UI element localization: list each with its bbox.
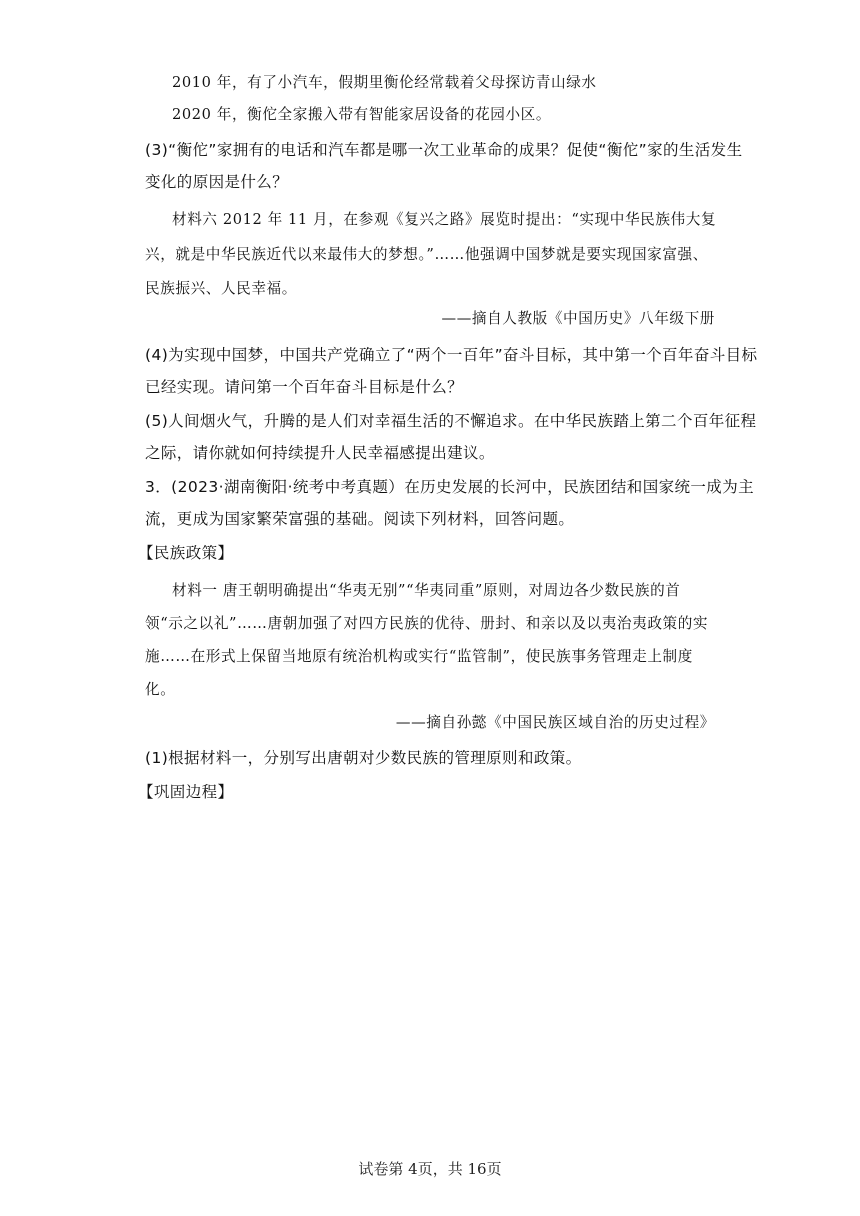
question-4-line-2: 已经实现。请问第一个百年奋斗目标是什么？ [145,378,464,396]
material-1-line-4: 化。 [145,681,176,698]
page-footer: 试卷第 4页，共 16页 [358,1160,502,1178]
material-5-line-2020: 2020 年，衡佗全家搬入带有智能家居设备的花园小区。 [172,106,552,123]
material-1-line-1: 材料一 唐王朝明确提出“华夷无别”“华夷同重”原则，对周边各少数民族的首 [172,582,681,599]
question-1: (1)根据材料一，分别写出唐朝对少数民族的管理原则和政策。 [145,749,582,767]
section-heading-border: 【巩固边程】 [138,783,234,801]
section-heading-ethnic-policy: 【民族政策】 [138,544,234,562]
material-6-line-1: 材料六 2012 年 11 月，在参观《复兴之路》展览时提出：“实现中华民族伟大复 [172,211,717,228]
question-3-line-1: (3)“衡佗”家拥有的电话和汽车都是哪一次工业革命的成果？促使“衡佗”家的生活发生 [145,141,743,159]
material-5-line-2010: 2010 年，有了小汽车，假期里衡伦经常载着父母探访青山绿水 [172,74,597,91]
problem-3-line-1: 3．(2023·湖南衡阳·统考中考真题）在历史发展的长河中，民族团结和国家统一成为主 [145,478,755,496]
material-6-source: ——摘自人教版《中国历史》八年级下册 [441,310,715,327]
question-3-line-2: 变化的原因是什么？ [145,173,289,191]
material-6-line-3: 民族振兴、人民幸福。 [145,280,297,297]
question-5-line-2: 之际，请你就如何持续提升人民幸福感提出建议。 [145,444,495,462]
material-1-line-2: 领“示之以礼”……唐朝加强了对四方民族的优待、册封、和亲以及以夷治夷政策的实 [145,615,709,632]
problem-3-line-2: 流，更成为国家繁荣富强的基础。阅读下列材料，回答问题。 [145,510,575,528]
material-1-line-3: 施……在形式上保留当地原有统治机构或实行“监管制”，使民族事务管理走上制度 [145,648,693,665]
material-6-line-2: 兴，就是中华民族近代以来最伟大的梦想。”……他强调中国梦就是要实现国家富强、 [145,246,708,263]
question-5-line-1: (5)人间烟火气，升腾的是人们对幸福生活的不懈追求。在中华民族踏上第二个百年征程 [145,412,757,430]
question-4-line-1: (4)为实现中国梦，中国共产党确立了“两个一百年”奋斗目标，其中第一个百年奋斗目标 [145,346,758,364]
material-1-source: ——摘自孙懿《中国民族区域自治的历史过程》 [395,714,715,731]
